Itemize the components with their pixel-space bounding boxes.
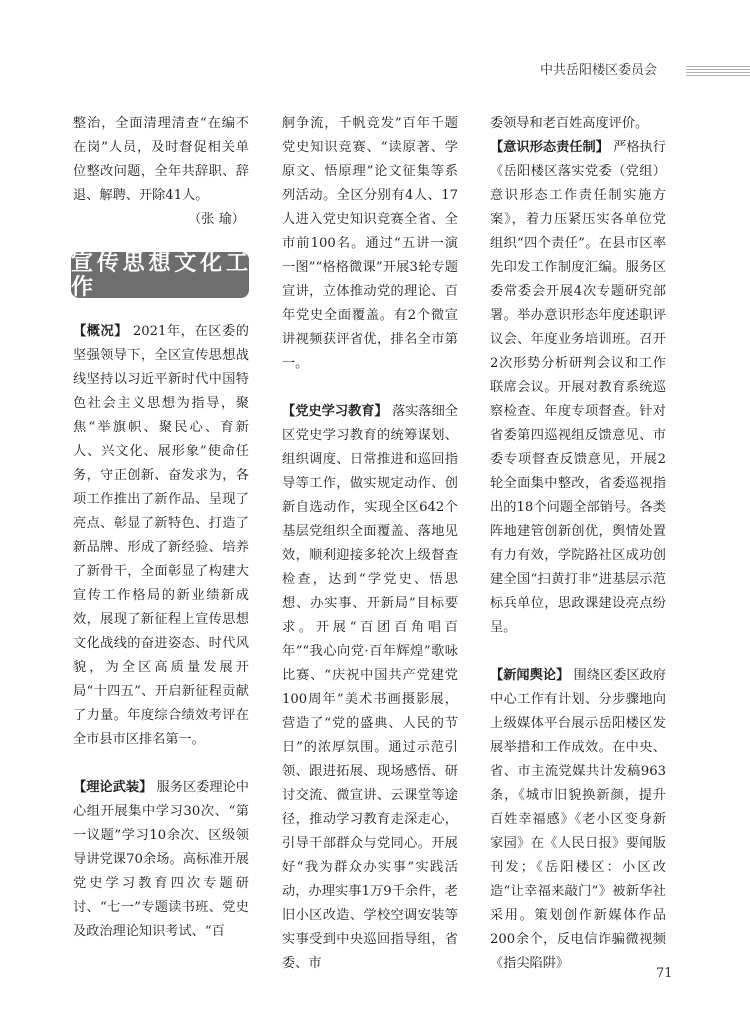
- section-keyword: 【党史学习教育】: [282, 404, 388, 419]
- paragraph-text: 服务区委理论中心组开展集中学习30次、“第一议题”学习10余次、区级领导讲党课70余场。高标准开展党史学习教育四次专题研讨、“七一”专题读书班、党史及政治理论知识考试、“百: [73, 780, 249, 939]
- text-column-3: [490, 112, 666, 976]
- paragraph-text: 2021年，在区委的坚强领导下，全区宣传思想战线坚持以习近平新时代中国特色社会主义思想为指导，聚焦“举旗帜、聚民心、育新人、兴文化、展形象”使命任务，守正创新、奋发求为，各项工作推出了新作品、呈现了亮点、彰显了新特色、打造了新品牌、形成了新经验、培养了新骨干，全面彰显了构建大宣传工作格局的新业绩新成效，展现了新征程上宣传思想文化战线的奋进姿态、时代风貌，为全区高质量发展开局“十四五”、开启新征程贡献了力量。年度综合绩效考评在全市县市区排名第一。: [73, 324, 249, 747]
- section-keyword: 【概况】: [73, 324, 129, 339]
- paragraph: [73, 776, 249, 944]
- section-keyword: 【意识形态责任制】: [490, 140, 609, 155]
- paragraph-text: 围绕区委区政府中心工作有计划、分步骤地向上级媒体平台展示岳阳楼区发展举措和工作成效。在中央、省、市主流党媒共计发稿963条，《城市旧貌换新颜，提升百姓幸福感》《老小区变身新家园》在《人民日报》要闻版刊发；《岳阳楼区：小区改造“让幸福来敲门”》被新华社采用。策划创作新媒体作品200余个，反电信诈骗微视频《指尖陷阱》: [490, 668, 666, 971]
- text-column-2: [282, 112, 458, 976]
- header-title: 中共岳阳楼区委员会: [540, 63, 658, 78]
- paragraph: [282, 400, 458, 976]
- header-decoration-lines: [686, 66, 750, 78]
- paragraph-text: 严格执行《岳阳楼区落实党委（党组）意识形态工作责任制实施方案》，着力压紧压实各单位党组织“四个责任”。在县市区率先印发工作制度汇编。服务区委常委会开展4次专题研究部署。举办意识形态年度述职评议会、年度业务培训班。召开2次形势分析研判会议和工作联席会议。开展对教育系统巡察检查、年度专项督查。针对省委第四巡视组反馈意见、市委专项督查反馈意见，开展2轮全面集中整改，省委巡视指出的18个问题全部销号。各类阵地建管创新创优，舆情处置有力有效，学院路社区成功创建全国“扫黄打非”进基层示范标兵单位，思政课建设亮点纷呈。: [490, 140, 666, 635]
- section-keyword: 【理论武装】: [73, 780, 153, 795]
- text-column-1: [73, 112, 249, 944]
- paragraph: 委领导和老百姓高度评价。: [490, 116, 649, 131]
- section-keyword: 【新闻舆论】: [490, 668, 570, 683]
- page-number: 71: [656, 966, 673, 981]
- paragraph: 舸争流，千帆竞发”百年千题党史知识竞赛、“读原著、学原文、悟原理”论文征集等系列活动。全区分别有4人、17人进入党史知识竞赛全省、全市前100名。通过“五讲一演一图”“格格微课”开展3轮专题宣讲，立体推动党的理论、百年党史全面覆盖。有2个微宣讲视频获评省优，排名全市第一。: [282, 116, 458, 371]
- paragraph: 整治，全面清理清查“在编不在岗”人员，及时督促相关单位整改问题，全年共辞职、辞退、解聘、开除41人。: [73, 116, 249, 203]
- paragraph: [73, 320, 249, 752]
- section-title-banner: 宣传思想文化工作: [71, 250, 249, 300]
- paragraph: [490, 664, 666, 976]
- paragraph: [490, 136, 666, 640]
- paragraph-text: 落实落细全区党史学习教育的统筹谋划、组织调度、日常推进和巡回指导等工作，做实规定动作、创新自选动作，实现全区642个基层党组织全面覆盖、落地见效，顺利迎接多轮次上级督查检查，达到“学党史、悟思想、办实事、开新局”目标要求。开展“百团百角唱百年”“我心向党·百年辉煌”歌咏比赛、“庆祝中国共产党建党100周年”美术书画摄影展，营造了“党的盛典、人民的节日”的浓厚氛围。通过示范引领、跟进拓展、现场感悟、研讨交流、微宣讲、云课堂等途径，推动学习教育走深走心，引导干部群众与党同心。开展好“我为群众办实事”实践活动，办理实事1万9千余件，老旧小区改造、学校空调安装等实事受到中央巡回指导组，省委、市: [282, 404, 459, 971]
- author-credit: （张 瑜）: [188, 212, 245, 227]
